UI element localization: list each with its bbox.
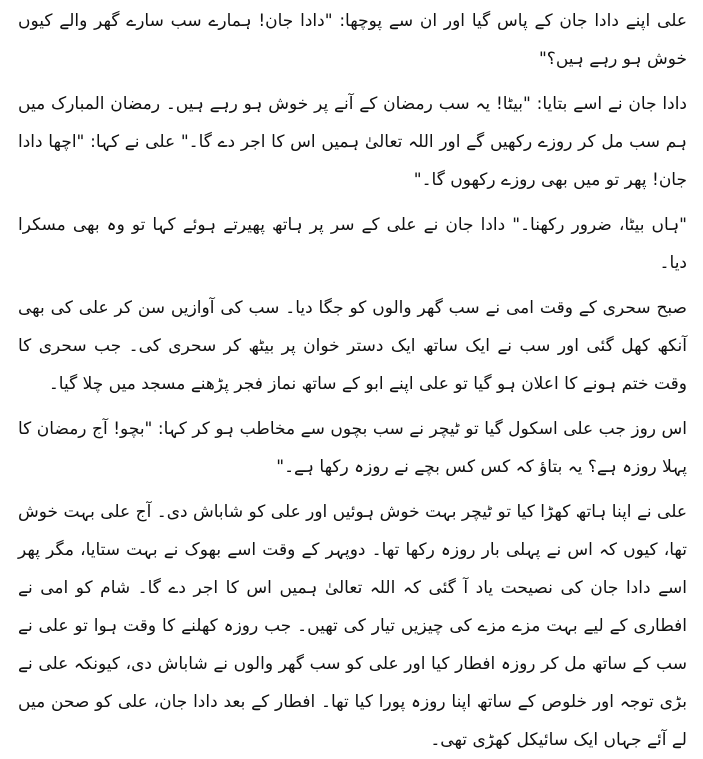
story-paragraph-5: اس روز جب علی اسکول گیا تو ٹیچر نے سب بچوں سے مخاطب ہو کر کہا: "بچو! آج رمضان کا پہلا روزہ ہے؟ یہ بتاؤ کہ کس کس بچے نے روزہ رکھا ہے۔" xyxy=(18,419,687,477)
story-paragraph-2: دادا جان نے اسے بتایا: "بیٹا! یہ سب رمضان کے آنے پر خوش ہو رہے ہیں۔ رمضان المبارک میں ہم سب مل کر روزے رکھیں گے اور اللہ تعالیٰ ہمیں اس کا اجر دے گا۔" علی نے کہا: "اچھا دادا جان! پھر تو میں بھی روزے رکھوں گا۔" xyxy=(18,94,687,190)
story-paragraph-4: صبح سحری کے وقت امی نے سب گھر والوں کو جگا دیا۔ سب کی آوازیں سن کر علی کی بھی آنکھ کھل گئی اور سب نے ایک ساتھ ایک دستر خوان پر بیٹھ کر سحری کی۔ جب سحری کا وقت ختم ہونے کا اعلان ہو گیا تو علی اپنے ابو کے ساتھ نماز فجر پڑھنے مسجد میں چلا گیا۔ xyxy=(18,298,687,394)
story-paragraph-1: علی اپنے دادا جان کے پاس گیا اور ان سے پوچھا: "دادا جان! ہمارے سب سارے گھر والے کیوں خوش ہو رہے ہیں؟" xyxy=(18,11,687,69)
story-paragraph-3: "ہاں بیٹا، ضرور رکھنا۔" دادا جان نے علی کے سر پر ہاتھ پھیرتے ہوئے کہا تو وہ بھی مسکرا دیا۔ xyxy=(18,215,687,273)
story-paragraph-6: علی نے اپنا ہاتھ کھڑا کیا تو ٹیچر بہت خوش ہوئیں اور علی کو شاباش دی۔ آج علی بہت خوش تھا، کیوں کہ اس نے پہلی بار روزہ رکھا تھا۔ دوپہر کے وقت اسے بھوک نے بہت ستایا، مگر پھر اسے دادا جان کی نصیحت یاد آ گئی کہ اللہ تعالیٰ ہمیں اس کا اجر دے گا۔ شام کو امی نے افطاری کے لیے بہت مزے مزے کی چیزیں تیار کی تھیں۔ جب روزہ کھلنے کا وقت ہوا تو علی نے سب کے ساتھ مل کر روزہ افطار کیا اور علی کو سب گھر والوں نے شاباش دی، کیونکہ علی نے بڑی توجہ اور خلوص کے ساتھ اپنا روزہ پورا کیا تھا۔ افطار کے بعد دادا جان، علی کو صحن میں لے آئے جہاں ایک سائیکل کھڑی تھی۔ xyxy=(18,502,687,750)
